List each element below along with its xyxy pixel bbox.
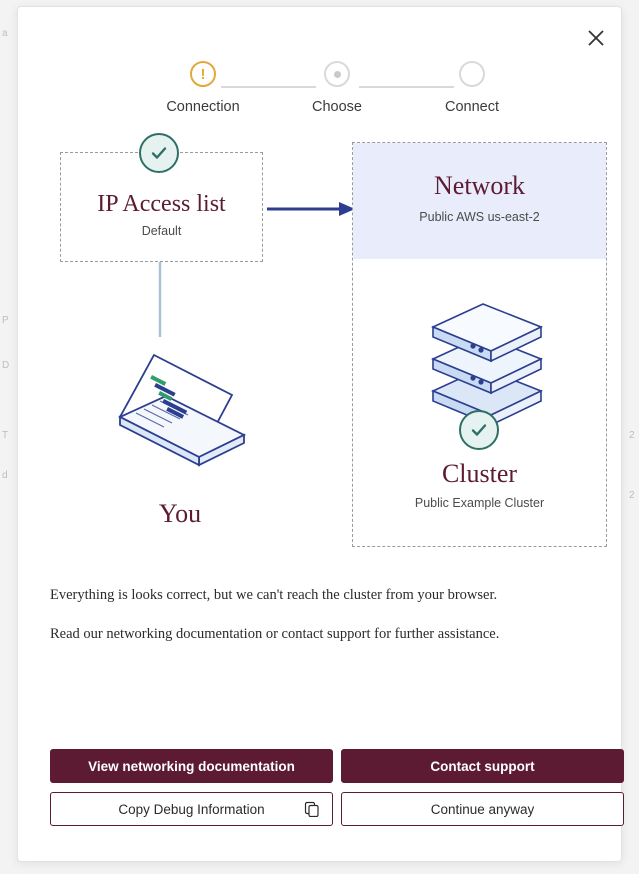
background-text-p: P — [2, 315, 9, 326]
status-message-secondary: Read our networking documentation or contact support for further assistance. — [50, 626, 500, 642]
cluster-subtitle: Public Example Cluster — [414, 496, 545, 510]
network-subtitle: Public AWS us-east-2 — [419, 210, 540, 224]
warning-icon — [190, 61, 216, 87]
step-choose[interactable] — [277, 61, 397, 115]
step-connection[interactable] — [143, 61, 263, 115]
dot-icon — [334, 71, 341, 78]
continue-anyway-button[interactable]: Continue anyway — [341, 792, 624, 826]
you-label: You — [158, 499, 202, 528]
copy-icon — [304, 801, 320, 820]
background-text-2a: 2 — [629, 430, 635, 441]
network-panel — [353, 143, 606, 259]
wizard-stepper — [18, 37, 623, 115]
status-message-primary: Everything is looks correct, but we can't reach the cluster from your browser. — [50, 587, 498, 603]
background-text-d: D — [2, 360, 10, 371]
connector-line — [158, 262, 162, 337]
copy-debug-information-button[interactable] — [50, 792, 333, 826]
step-label: Choose — [312, 99, 362, 115]
network-title: Network — [434, 171, 525, 200]
ip-access-list-title: IP Access list — [97, 191, 226, 217]
cluster-stack-illustration — [413, 273, 553, 433]
connectivity-diagram — [18, 127, 623, 557]
arrow-icon — [267, 199, 357, 219]
step-label: Connection — [166, 99, 240, 115]
step-empty-icon — [459, 61, 485, 87]
step-connect[interactable] — [412, 61, 532, 115]
background-text-2b: 2 — [629, 490, 635, 501]
copy-debug-label: Copy Debug Information — [118, 801, 265, 817]
secondary-button-row — [50, 792, 624, 826]
cluster-title: Cluster — [441, 459, 518, 488]
background-text-d2: d — [2, 470, 8, 481]
check-icon — [459, 410, 499, 450]
view-networking-documentation-button[interactable]: View networking documentation — [50, 749, 333, 783]
step-label: Connect — [444, 99, 499, 115]
laptop-illustration — [94, 347, 269, 497]
ip-access-list-subtitle: Default — [141, 224, 182, 238]
background-text-t: T — [2, 430, 9, 441]
connection-troubleshoot-modal — [17, 6, 622, 862]
background-text-a: a — [2, 28, 8, 39]
step-dot-icon — [324, 61, 350, 87]
primary-button-row — [50, 749, 624, 783]
step-glyph: ! — [200, 65, 206, 83]
status-messages — [50, 587, 610, 665]
contact-support-button[interactable]: Contact support — [341, 749, 624, 783]
check-icon — [139, 133, 179, 173]
